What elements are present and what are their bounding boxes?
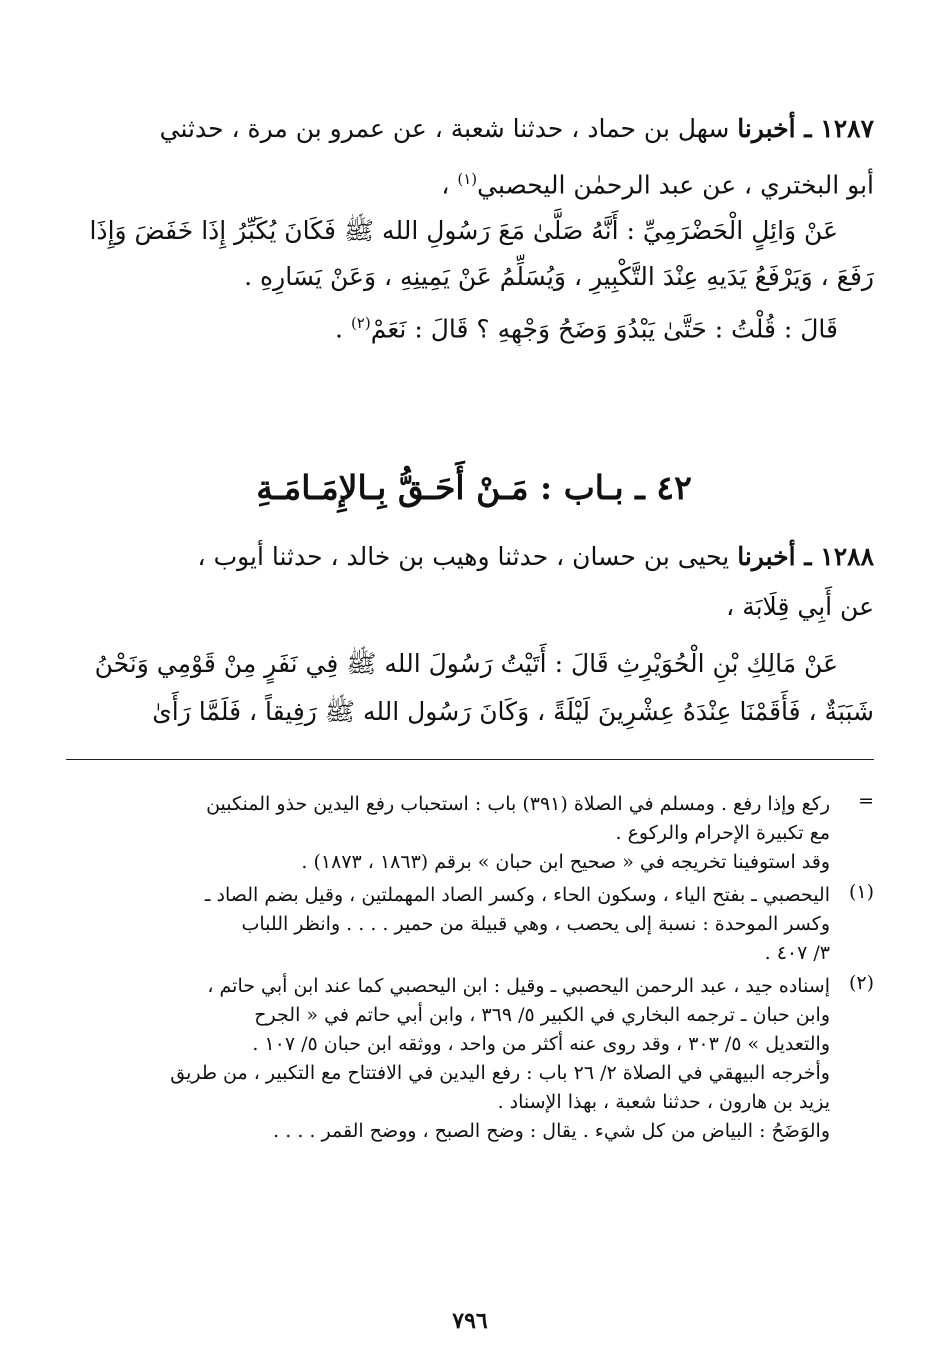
chapter-heading: ٤٢ ـ بـاب : مَـنْ أَحَـقُّ بِـالإِمَـامَـةِ: [256, 468, 692, 507]
chain-lead-word: أخبرنا: [737, 542, 796, 571]
footnote-ref[interactable]: (١): [457, 170, 478, 188]
footnote-line: وأخرجه البيهقي في الصلاة ٢/ ٢٦ باب : رفع اليدين في الافتتاح مع التكبير ، من طريق: [170, 1062, 830, 1084]
footnote-line: إسناده جيد ، عبد الرحمن اليحصبي ـ وقيل : ابن اليحصبي كما عند ابن أبي حاتم ،: [207, 975, 830, 997]
chain-text: سهل بن حماد ، حدثنا شعبة ، عن عمرو بن مرة ، حدثني: [159, 114, 738, 143]
chain-text: أبو البختري ، عن عبد الرحمٰن اليحصبي: [477, 170, 874, 200]
hadith-1288-chain: [74, 532, 874, 632]
footnote-line: والتعديل » ٥/ ٣٠٣ ، وقد روى عنه أكثر من واحد ، ووثقه ابن حبان ٥/ ١٠٧ .: [252, 1033, 830, 1055]
footnote-mark: (١): [848, 881, 874, 903]
footnote-mark: =: [858, 790, 874, 812]
footnote-line: وابن حبان ـ ترجمه البخاري في الكبير ٥/ ٣٦٩ ، وابن أبي حاتم في « الجرح: [254, 1004, 830, 1026]
footnote-line: وقد استوفينا تخريجه في « صحيح ابن حبان » برقم (١٨٦٣ ، ١٨٧٣) .: [301, 851, 830, 873]
footnote-continued: [74, 790, 874, 877]
hadith-1287-chain: [74, 104, 874, 204]
footnote-line: ركع وإذا رفع . ومسلم في الصلاة (٣٩١) باب : استحباب رفع اليدين حذو المنكبين: [206, 793, 830, 815]
footnote-divider: [66, 759, 874, 760]
footnote-1: [74, 881, 874, 968]
hadith-number: ١٢٨٧: [820, 114, 874, 143]
footnotes: [74, 790, 874, 1150]
footnote-line: والوَضَحُ : البياض من كل شيء . يقال : وضح الصبح ، ووضح القمر . . . .: [273, 1120, 830, 1142]
matn-line: رَفَعَ ، وَيَرْفَعُ يَدَيهِ عِنْدَ التَّكْبِيرِ ، وَيُسَلِّمُ عَنْ يَمِينِهِ ، وَعَنْ يَسَارِهِ .: [244, 262, 874, 291]
chain-line: أبو البختري ، عن عبد الرحمٰن اليحصبي$^{(١)}$ ،: [441, 170, 874, 200]
footnote-line: مع تكبيرة الإحرام والركوع .: [615, 822, 830, 844]
chain-text: يحيى بن حسان ، حدثنا وهيب بن خالد ، حدثنا أيوب ،: [197, 542, 738, 571]
footnote-line: وكسر الموحدة : نسبة إلى يحصب ، وهي قبيلة من حمير . . . . وانظر اللباب: [241, 913, 830, 935]
chain-lead-word: أخبرنا: [737, 114, 796, 143]
footnote-mark: (٢): [848, 972, 874, 994]
footnote-2: [74, 972, 874, 1146]
matn-line: شَبَبَةٌ ، فَأَقَمْنَا عِنْدَهُ عِشْرِينَ لَيْلَةً ، وَكَانَ رَسُول الله ﷺ رَفِيقاً ، فَلَمَّا رَأَىٰ: [152, 697, 874, 726]
footnote-line: يزيد بن هارون ، حدثنا شعبة ، بهذا الإسناد .: [497, 1091, 830, 1113]
footnote-line: اليحصبي ـ بفتح الياء ، وسكون الحاء ، وكسر الصاد المهملتين ، وقيل بضم الصاد ـ: [204, 884, 830, 906]
chain-line: ١٢٨٧ ـ أخبرنا سهل بن حماد ، حدثنا شعبة ، عن عمرو بن مرة ، حدثني: [159, 114, 874, 143]
footnote-line: ٣/ ٤٠٧ .: [764, 942, 830, 964]
chain-line: ١٢٨٨ ـ أخبرنا يحيى بن حسان ، حدثنا وهيب بن خالد ، حدثنا أيوب ،: [197, 542, 874, 571]
hadith-1287-text: [74, 208, 874, 346]
matn-line: قَالَ : قُلْتُ : حَتَّىٰ يَبْدُوَ وَضَحُ وَجْهِهِ ؟ قَالَ : نَعَمْ$^{(٢)}$ .: [335, 314, 838, 344]
matn-line: عَنْ وَائِلٍ الْحَضْرَمِيِّ : أَنَّهُ صَلَّىٰ مَعَ رَسُولِ الله ﷺ فَكَانَ يُكَبِّرُ إِذَا خَفَضَ وَإِذَا: [89, 216, 838, 245]
hadith-number: ١٢٨٨: [820, 542, 874, 571]
chain-line: عن أَبِي قِلَابَة ،: [726, 592, 874, 621]
matn-line: عَنْ مَالِكِ بْنِ الْحُوَيْرِثِ قَالَ : أَتَيْتُ رَسُولَ الله ﷺ فِي نَفَرٍ مِنْ قَوْمِي وَنَحْنُ: [94, 649, 838, 678]
footnote-ref[interactable]: (٢): [350, 314, 371, 332]
page-number: ٧٩٦: [452, 1308, 488, 1334]
hadith-1288-text: [74, 640, 874, 736]
